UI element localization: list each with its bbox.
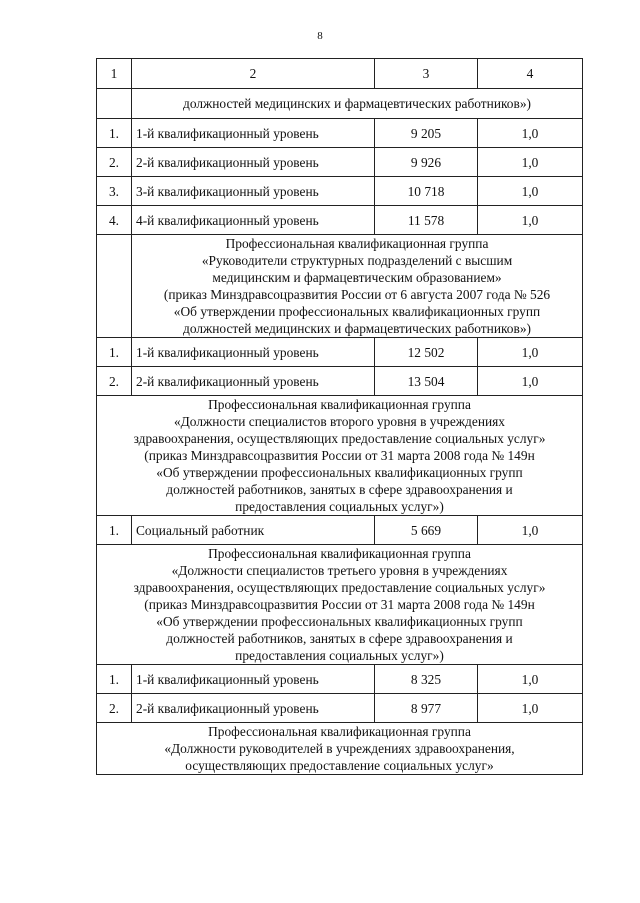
- row-position-name: 1-й квалификационный уровень: [132, 338, 375, 367]
- group-heading-line: (приказ Минздравсоцразвития России от 6 августа 2007 года № 526: [163, 287, 551, 302]
- row-salary: 9 205: [375, 119, 478, 148]
- group-heading-line: должностей работников, занятых в сфере здравоохранения и: [166, 631, 513, 646]
- table-row: [97, 206, 583, 235]
- group-heading-line: здравоохранения, осуществляющих предоставление социальных услуг»: [133, 580, 546, 595]
- continuation-text: должностей медицинских и фармацевтических работников»): [132, 89, 583, 119]
- salary-table: [96, 58, 583, 775]
- row-salary: 12 502: [375, 338, 478, 367]
- page-number: 8: [317, 30, 323, 42]
- row-coefficient: 1,0: [478, 367, 583, 396]
- row-salary: 5 669: [375, 516, 478, 545]
- row-salary: 11 578: [375, 206, 478, 235]
- group-heading: [97, 396, 583, 516]
- group-heading-line: (приказ Минздравсоцразвития России от 31 марта 2008 года № 149н: [144, 448, 535, 463]
- header-cell-1: 1: [97, 59, 132, 89]
- group-heading-row: [97, 723, 583, 775]
- row-coefficient: 1,0: [478, 119, 583, 148]
- header-cell-2: 2: [132, 59, 375, 89]
- row-number: 2.: [97, 694, 132, 723]
- group-heading-line: «Об утверждении профессиональных квалификационных групп: [173, 304, 541, 319]
- table-row: [97, 119, 583, 148]
- row-coefficient: 1,0: [478, 148, 583, 177]
- row-position-name: 4-й квалификационный уровень: [132, 206, 375, 235]
- row-position-name: 2-й квалификационный уровень: [132, 367, 375, 396]
- row-number: 2.: [97, 367, 132, 396]
- group-heading-row: [97, 545, 583, 665]
- table-row: [97, 177, 583, 206]
- header-row: [97, 59, 583, 89]
- group-heading: [97, 723, 583, 775]
- group-heading-line: предоставления социальных услуг»): [235, 499, 444, 514]
- row-position-name: Социальный работник: [132, 516, 375, 545]
- row-number: 1.: [97, 516, 132, 545]
- table-row: [97, 338, 583, 367]
- group-heading-line: Профессиональная квалификационная группа: [208, 546, 471, 561]
- group-heading-line: медицинским и фармацевтическим образованием»: [212, 270, 502, 285]
- group-heading-line: «Руководители структурных подразделений с высшим: [201, 253, 513, 268]
- group-empty-cell: [97, 235, 132, 338]
- table-row: [97, 148, 583, 177]
- row-number: 4.: [97, 206, 132, 235]
- group-heading-line: «Должности руководителей в учреждениях здравоохранения,: [164, 741, 515, 756]
- row-position-name: 3-й квалификационный уровень: [132, 177, 375, 206]
- group-heading-line: «Об утверждении профессиональных квалификационных групп: [156, 465, 523, 480]
- row-salary: 9 926: [375, 148, 478, 177]
- row-coefficient: 1,0: [478, 516, 583, 545]
- group-heading-line: Профессиональная квалификационная группа: [208, 724, 471, 739]
- row-number: 1.: [97, 119, 132, 148]
- group-heading-line: здравоохранения, осуществляющих предоставление социальных услуг»: [133, 431, 546, 446]
- group-heading-line: должностей медицинских и фармацевтических работников»): [183, 321, 531, 336]
- row-salary: 8 977: [375, 694, 478, 723]
- table-row: [97, 665, 583, 694]
- group-heading: [132, 235, 583, 338]
- row-position-name: 1-й квалификационный уровень: [132, 119, 375, 148]
- row-number: 3.: [97, 177, 132, 206]
- group-heading-line: «Должности специалистов второго уровня в учреждениях: [173, 414, 506, 429]
- row-salary: 8 325: [375, 665, 478, 694]
- row-coefficient: 1,0: [478, 206, 583, 235]
- row-salary: 10 718: [375, 177, 478, 206]
- table-row: [97, 516, 583, 545]
- table-row: [97, 694, 583, 723]
- row-number: 1.: [97, 665, 132, 694]
- group-heading-line: «Должности специалистов третьего уровня в учреждениях: [171, 563, 508, 578]
- group-heading-line: должностей работников, занятых в сфере здравоохранения и: [166, 482, 513, 497]
- group-heading-row: [97, 396, 583, 516]
- group-heading-line: (приказ Минздравсоцразвития России от 31 марта 2008 года № 149н: [144, 597, 535, 612]
- group-heading-line: Профессиональная квалификационная группа: [208, 397, 471, 412]
- row-number: 1.: [97, 338, 132, 367]
- table-body: [97, 59, 583, 775]
- row-coefficient: 1,0: [478, 665, 583, 694]
- row-salary: 13 504: [375, 367, 478, 396]
- continuation-empty-cell: [97, 89, 132, 119]
- table-row: [97, 367, 583, 396]
- header-cell-3: 3: [375, 59, 478, 89]
- row-coefficient: 1,0: [478, 694, 583, 723]
- group-heading-line: «Об утверждении профессиональных квалификационных групп: [156, 614, 523, 629]
- row-position-name: 2-й квалификационный уровень: [132, 148, 375, 177]
- group-heading-line: Профессиональная квалификационная группа: [225, 236, 489, 251]
- header-cell-4: 4: [478, 59, 583, 89]
- row-coefficient: 1,0: [478, 177, 583, 206]
- group-heading-row: [97, 235, 583, 338]
- row-number: 2.: [97, 148, 132, 177]
- group-heading-line: осуществляющих предоставление социальных услуг»: [185, 758, 494, 773]
- group-heading-line: предоставления социальных услуг»): [235, 648, 444, 663]
- group-heading: [97, 545, 583, 665]
- row-position-name: 1-й квалификационный уровень: [132, 665, 375, 694]
- row-position-name: 2-й квалификационный уровень: [132, 694, 375, 723]
- continuation-row: [97, 89, 583, 119]
- row-coefficient: 1,0: [478, 338, 583, 367]
